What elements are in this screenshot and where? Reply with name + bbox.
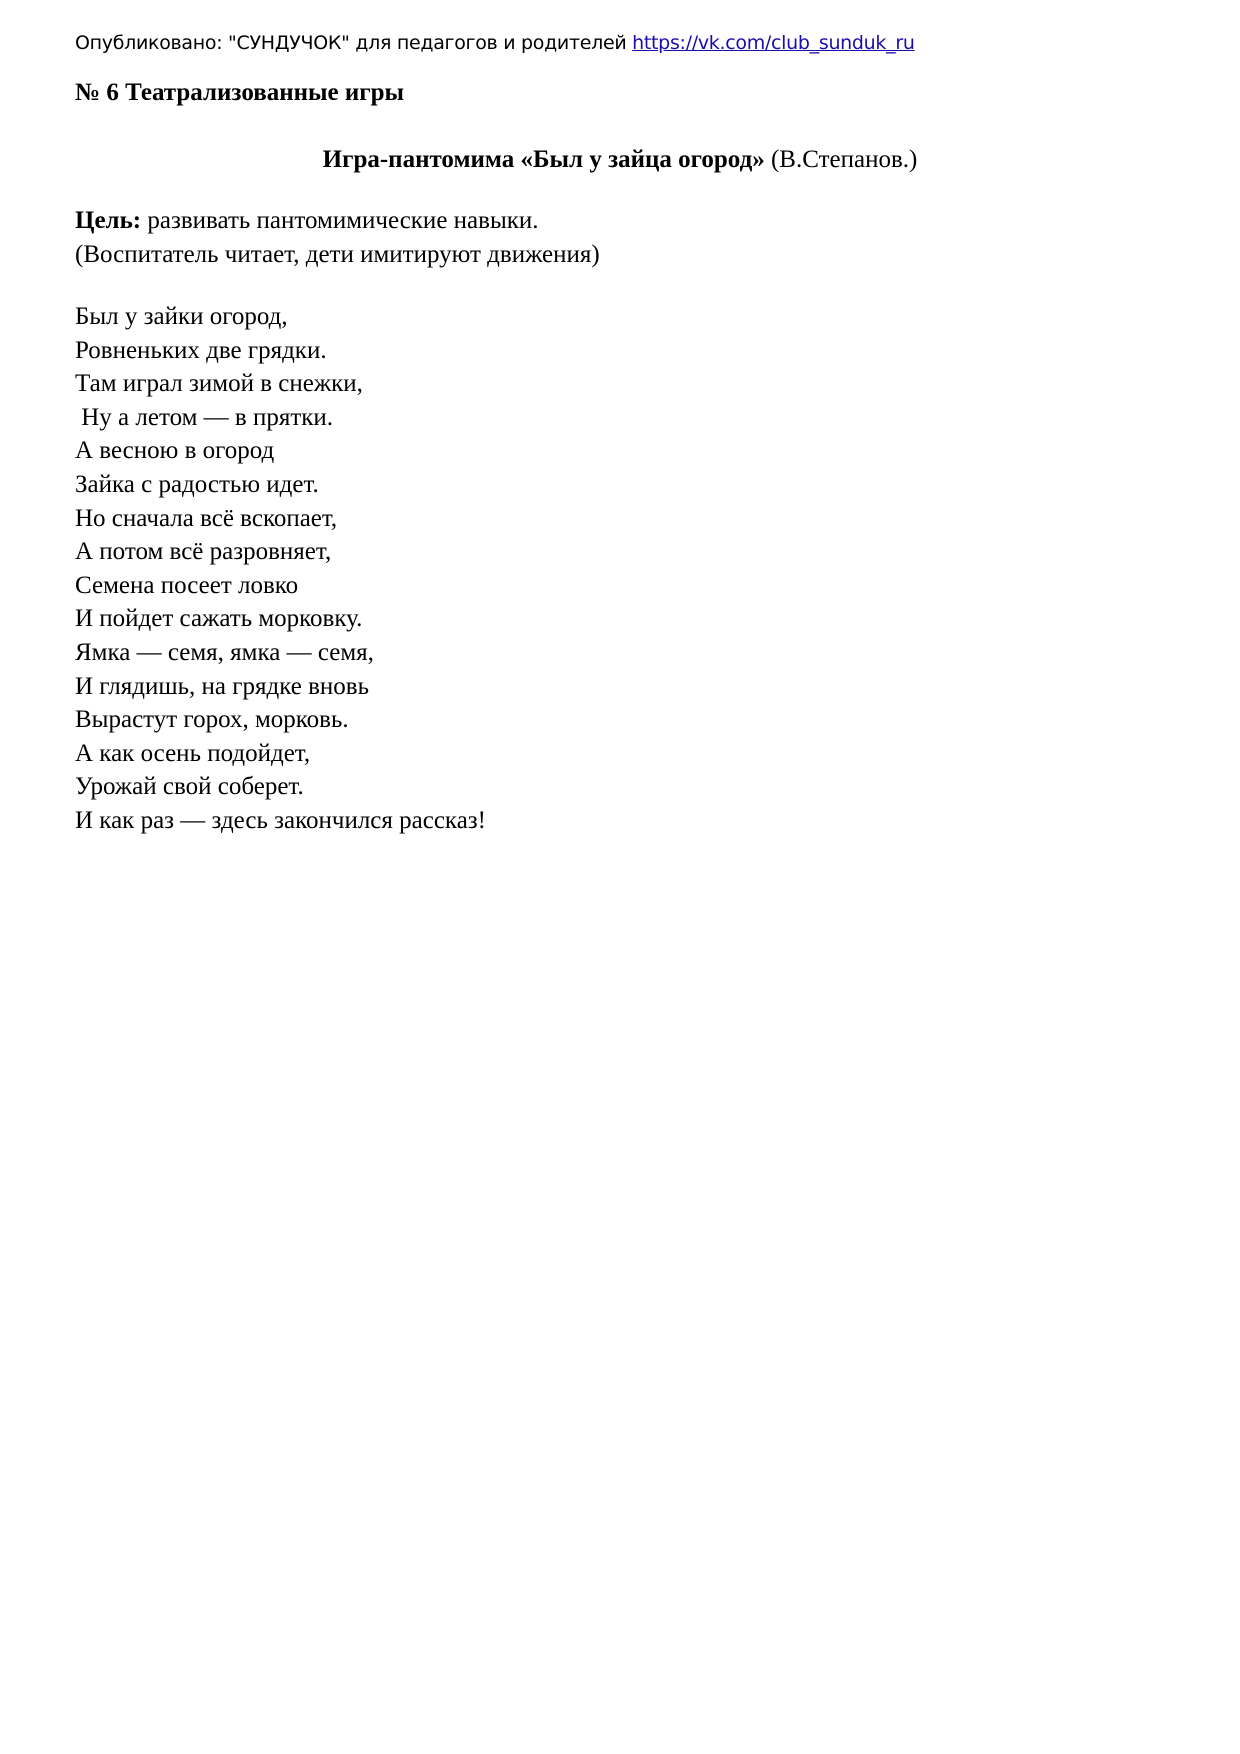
goal-label: Цель:: [75, 207, 142, 234]
section-title: № 6 Театрализованные игры: [75, 79, 405, 106]
poem-line: Там играл зимой в снежки,: [75, 370, 363, 398]
published-text: Опубликовано: "СУНДУЧОК" для педагогов и родителей: [75, 32, 633, 54]
published-header: [75, 30, 915, 56]
poem-line: Семена посеет ловко: [75, 571, 299, 599]
poem-line: Урожай свой соберет.: [75, 773, 304, 801]
poem-line: А потом всё разровняет,: [75, 538, 332, 566]
poem-line: И глядишь, на грядке вновь: [75, 672, 369, 700]
poem-line: И пойдет сажать морковку.: [75, 605, 363, 633]
poem-line: Ровненьких две грядки.: [75, 336, 327, 364]
poem-line: Вырастут горох, морковь.: [75, 706, 349, 734]
poem: [75, 300, 486, 838]
poem-line: А весною в огород: [75, 437, 275, 465]
game-title: [0, 143, 1240, 177]
poem-line: Ямка — семя, ямка — семя,: [75, 638, 374, 666]
poem-line: Но сначала всё вскопает,: [75, 504, 338, 532]
poem-line: Зайка с радостью идет.: [75, 470, 319, 498]
goal-note: (Воспитатель читает, дети имитируют движения): [75, 241, 600, 268]
poem-line: И как раз — здесь закончился рассказ!: [75, 806, 486, 834]
game-author: (В.Степанов.): [764, 146, 918, 173]
goal-line: [75, 204, 539, 238]
game-title-bold: Игра-пантомима «Был у зайца огород»: [322, 146, 765, 173]
poem-line: А как осень подойдет,: [75, 739, 311, 767]
poem-line: Ну а летом — в прятки.: [75, 403, 334, 431]
vk-club-link[interactable]: https://vk.com/club_sunduk_ru: [632, 32, 915, 54]
goal-text: развивать пантомимические навыки.: [141, 207, 539, 234]
poem-line: Был у зайки огород,: [75, 303, 288, 330]
